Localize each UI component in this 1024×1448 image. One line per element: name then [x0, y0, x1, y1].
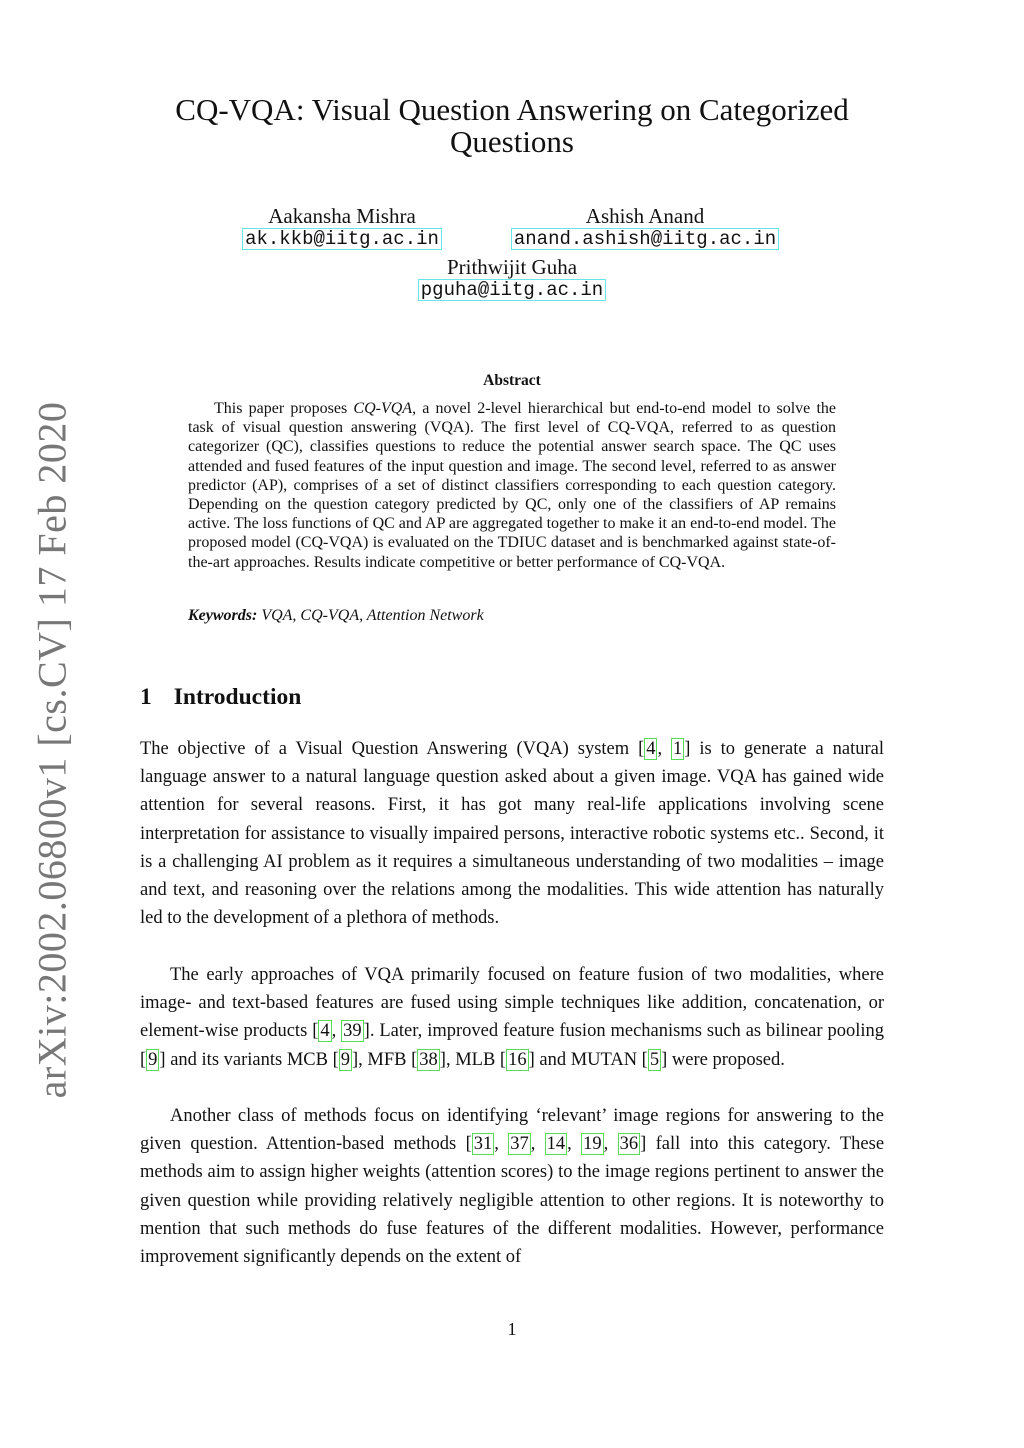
- arxiv-identifier-stamp: arXiv:2002.06800v1 [cs.CV] 17 Feb 2020: [29, 401, 75, 1099]
- citation-link[interactable]: 14: [546, 1134, 566, 1155]
- paragraph-text: ] and MUTAN [: [528, 1049, 648, 1070]
- citation-link[interactable]: 38: [419, 1049, 438, 1070]
- abstract-body: [188, 399, 836, 572]
- abstract-model-name: CQ-VQA: [353, 400, 413, 417]
- paragraph-text: The early approaches of VQA primarily focused on feature fusion of two modalities, where image- and text-based features are fused using simple techniques like addition, concatenation, or element-wise products [: [140, 965, 884, 1042]
- citation-link[interactable]: 39: [343, 1021, 362, 1042]
- author-name: Aakansha Mishra: [268, 204, 416, 228]
- paragraph-text: Another class of methods focus on identifying ‘relevant’ image regions for answering to the given question. Attention-based methods [: [140, 1106, 884, 1155]
- author-name: Prithwijit Guha: [446, 255, 578, 279]
- citation-link[interactable]: 36: [619, 1134, 639, 1155]
- citation-link[interactable]: 1: [673, 739, 683, 759]
- paragraph-text: ] is to generate a natural language answer to a natural language question asked about a given image. VQA has gained wide attention for several reasons. First, it has got many real-life applications involving scene interpretation for assistance to visually impaired persons, interactive robotic systems etc.. Second, it is a challenging AI problem as it requires a simultaneous understanding of two modalities – image and text, and reasoning over the relations among the modalities. This wide attention has naturally led to the development of a plethora of methods.: [140, 739, 884, 929]
- paper-title: CQ-VQA: Visual Question Answering on Categorized Questions: [175, 92, 849, 159]
- paragraph-text: ] and its variants MCB [: [159, 1049, 339, 1070]
- paragraph-text: ] fall into this category. These methods aim to assign higher weights (attention scores) to the image regions pertinent to answer the given question while providing relatively negligible attention to other regions. It is noteworthy to mention that such methods do fuse features of the different modalities. However, performance improvement significantly depends on the extent of: [140, 1134, 885, 1268]
- abstract-lead: This paper proposes: [214, 400, 354, 417]
- abstract-text: , a novel 2-level hierarchical but end-to-end model to solve the task of visual question answering (VQA). The first level of CQ-VQA, referred to as question categorizer (QC), classifies questions to reduce the potential answer search space. The QC uses attended and fused features of the input question and image. The second level, referred to as answer predictor (AP), comprises of a set of distinct classifiers corresponding to each question category. Depending on the question category predicted by QC, only one of the classifiers of AP remains active. The loss functions of QC and AP are aggregated together to make it an end-to-end model. The proposed model (CQ-VQA) is evaluated on the TDIUC dataset and is benchmarked against state-of-the-art approaches. Results indicate competitive or better performance of CQ-VQA.: [188, 400, 837, 571]
- paragraph-text: ]. Later, improved feature fusion mechanisms such as bilinear pooling [: [140, 1021, 885, 1070]
- author-block: [232, 205, 452, 250]
- citation-link[interactable]: 19: [583, 1134, 602, 1155]
- citation-link[interactable]: 4: [646, 739, 656, 759]
- citation-link[interactable]: 4: [320, 1021, 330, 1042]
- section-number: 1: [140, 684, 152, 710]
- author-email-link[interactable]: pguha@iitg.ac.in: [418, 279, 606, 301]
- intro-paragraph: [140, 735, 884, 932]
- section-title: Introduction: [173, 684, 302, 710]
- citation-link[interactable]: 16: [508, 1049, 527, 1070]
- paragraph-text: ], MFB [: [352, 1049, 418, 1070]
- author-email-link[interactable]: anand.ashish@iitg.ac.in: [511, 228, 779, 250]
- intro-paragraph: [140, 1102, 884, 1271]
- author-name: Ashish Anand: [585, 204, 705, 228]
- citation-link[interactable]: 9: [340, 1049, 350, 1070]
- paragraph-text: ,: [657, 739, 672, 759]
- citation-link[interactable]: 5: [649, 1049, 660, 1070]
- keywords-label: Keywords:: [188, 607, 258, 624]
- paragraph-text: ,: [603, 1134, 618, 1155]
- author-email-link[interactable]: ak.kkb@iitg.ac.in: [242, 228, 442, 250]
- intro-paragraph: [140, 961, 884, 1074]
- paragraph-text: ,: [494, 1134, 509, 1155]
- citation-link[interactable]: 31: [473, 1134, 493, 1155]
- keywords-line: [188, 606, 836, 625]
- paragraph-text: ,: [530, 1134, 545, 1155]
- citation-link[interactable]: 9: [148, 1049, 158, 1070]
- citation-link[interactable]: 37: [510, 1134, 529, 1155]
- paragraph-text: ], MLB [: [439, 1049, 507, 1070]
- paragraph-text: ,: [331, 1021, 342, 1042]
- keywords-list: VQA, CQ-VQA, Attention Network: [261, 607, 484, 624]
- page-number: 1: [507, 1319, 517, 1339]
- section-heading: [140, 684, 301, 711]
- paragraph-text: ,: [567, 1134, 582, 1155]
- author-block: [498, 205, 792, 250]
- paragraph-text: The objective of a Visual Question Answering (VQA) system [: [140, 739, 645, 759]
- paragraph-text: ] were proposed.: [661, 1049, 785, 1070]
- abstract-heading: Abstract: [483, 372, 541, 389]
- author-block: [400, 256, 624, 301]
